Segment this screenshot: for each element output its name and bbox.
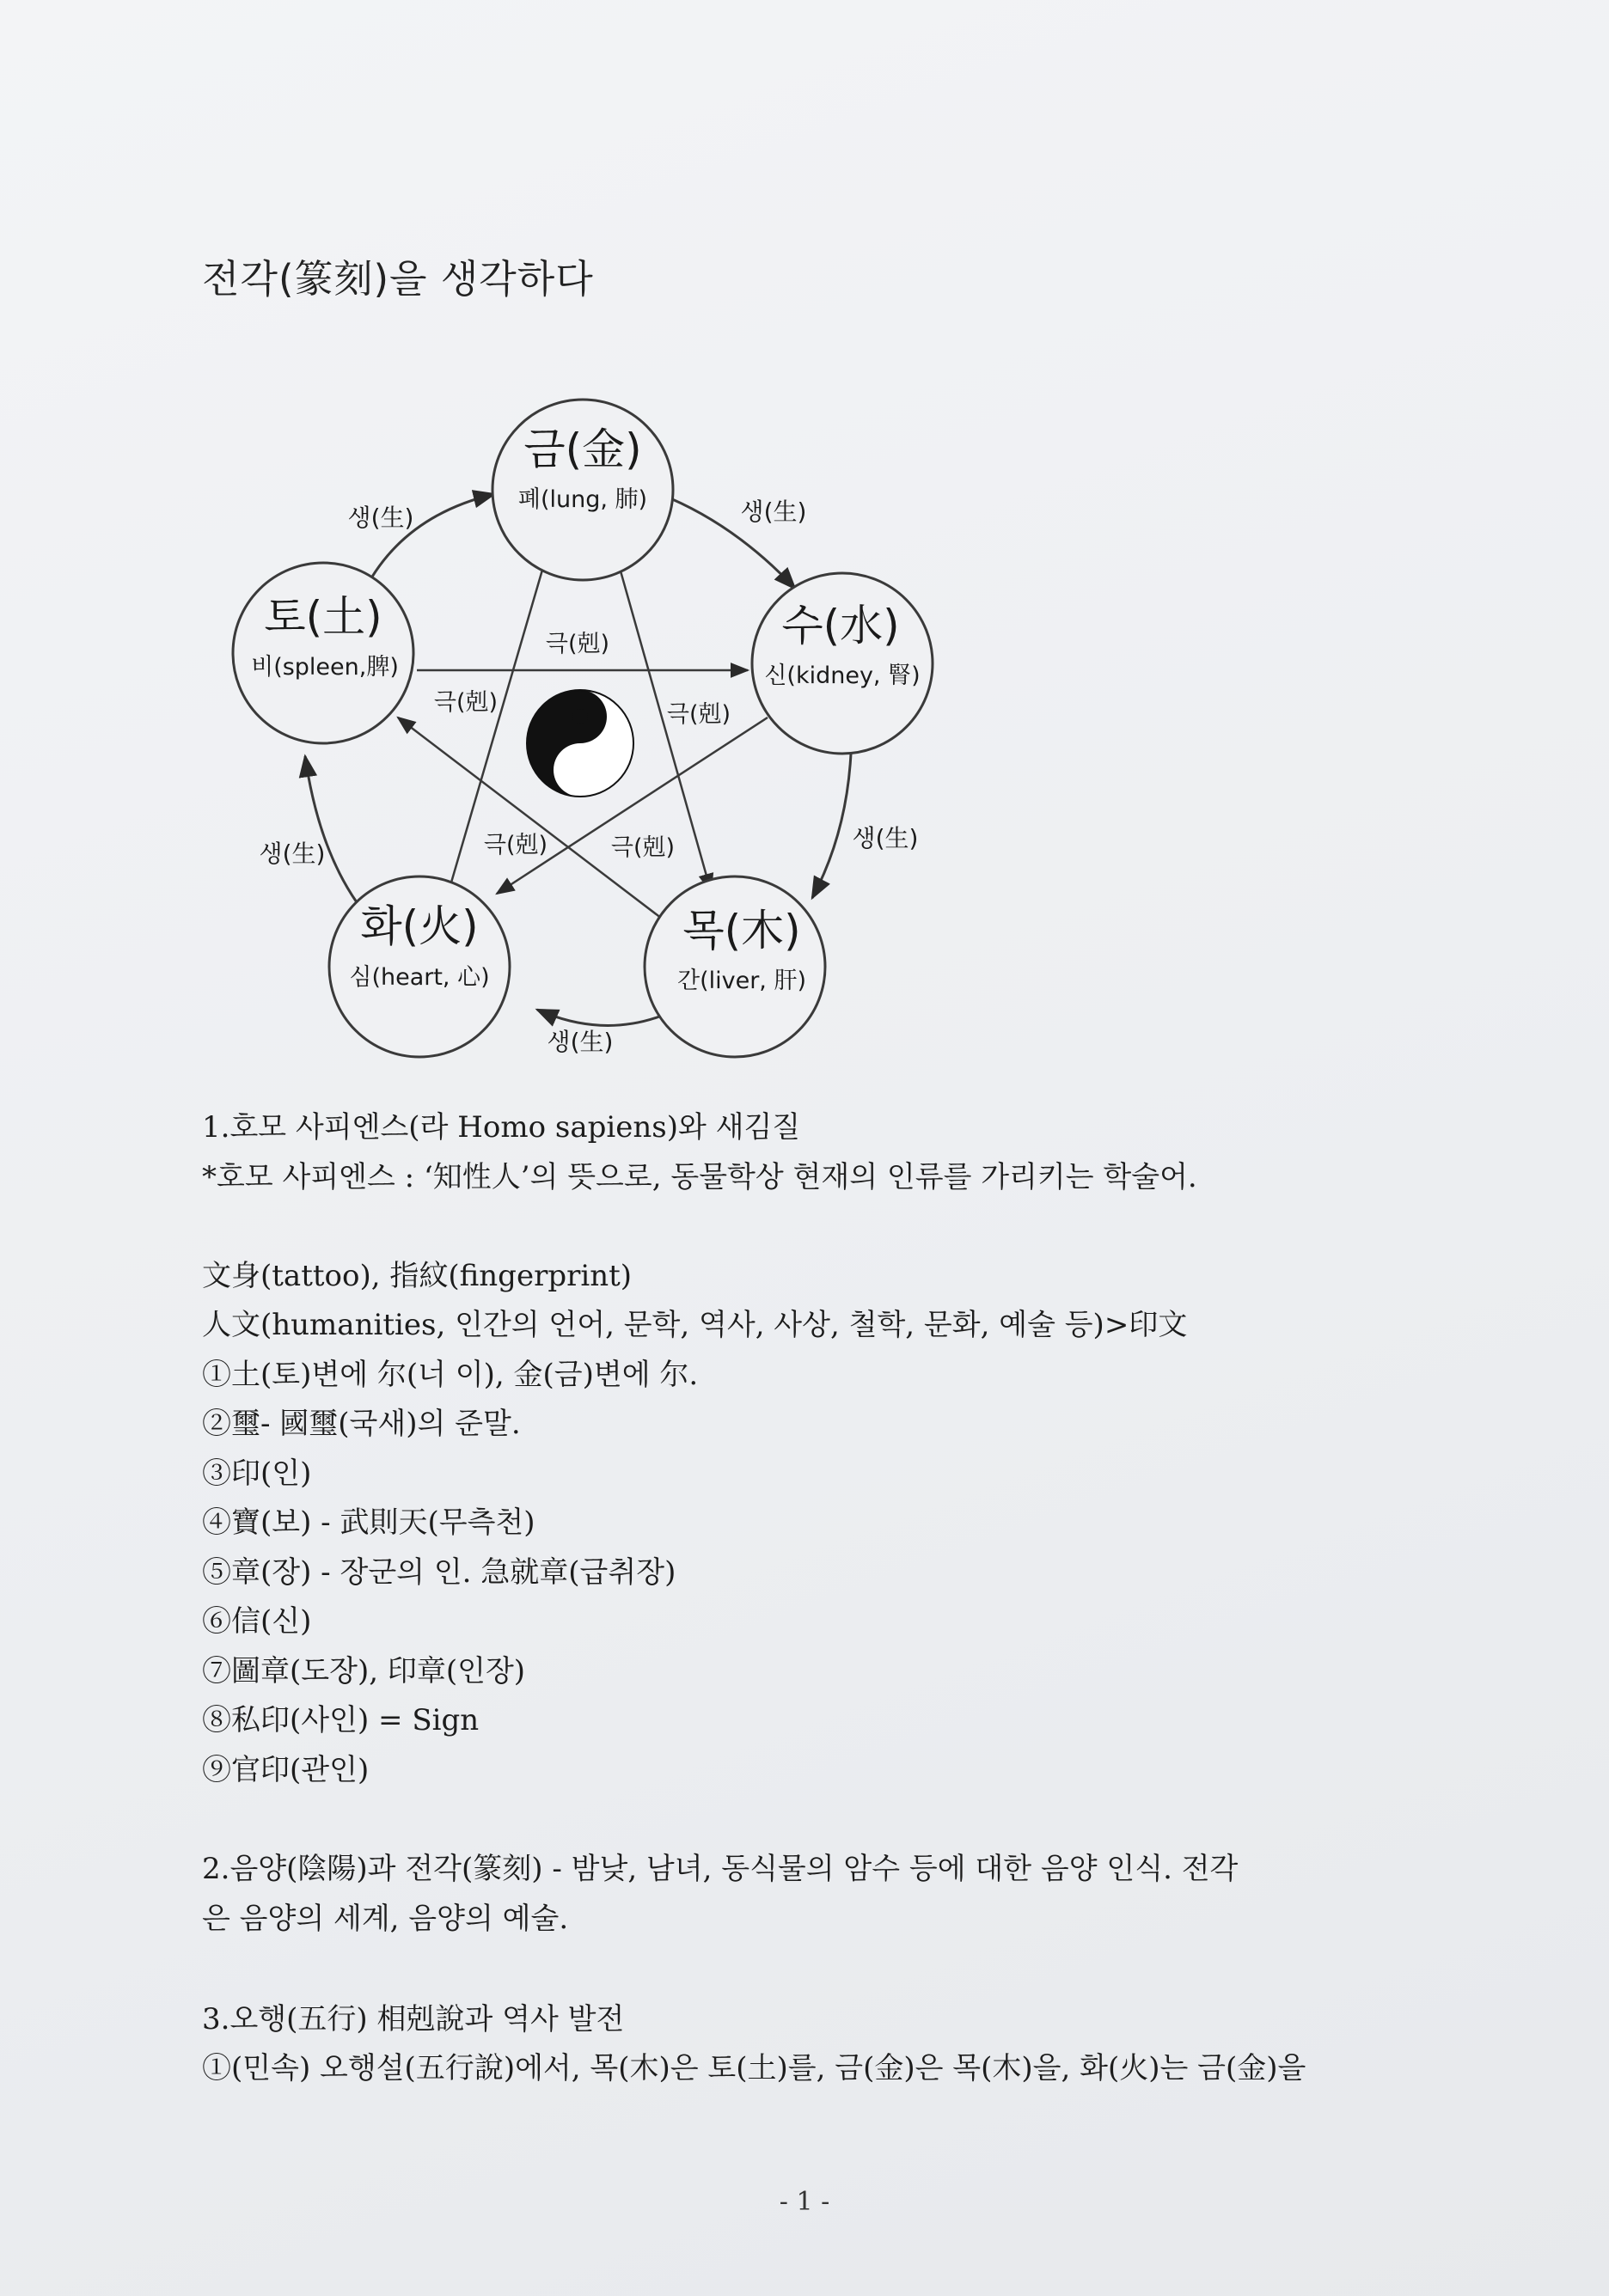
arrow-fire-to-earth xyxy=(305,756,357,902)
section2-line2: 은 음양의 세계, 음양의 예술. xyxy=(202,1902,569,1936)
earth-sub: 비(spleen,脾) xyxy=(251,654,399,681)
fire-main: 화(火) xyxy=(360,901,479,951)
list-item: ③印(인) xyxy=(202,1456,312,1491)
arrow-wood-to-fire xyxy=(537,1010,662,1025)
yin-yang-icon xyxy=(527,690,633,797)
list-item: ④寶(보) - 武則天(무측천) xyxy=(202,1505,535,1540)
overcome-label-bottom-right: 극(剋) xyxy=(610,834,676,861)
section1-line-humanities: 人文(humanities, 인간의 언어, 문학, 역사, 사상, 철학, 문화, 예술 등)>印文 xyxy=(202,1308,1188,1342)
section1-note: *호모 사피엔스 : ‘知性人’의 뜻으로, 동물학상 현재의 인류를 가리키는 학술어. xyxy=(202,1160,1197,1194)
page-title: 전각(篆刻)을 생각하다 xyxy=(202,256,594,302)
section3-heading: 3.오행(五行) 相剋說과 역사 발전 xyxy=(202,2002,625,2036)
list-item: ⑧私印(사인) = Sign xyxy=(202,1703,480,1737)
water-sub: 신(kidney, 腎) xyxy=(764,663,921,689)
arrow-water-to-wood xyxy=(812,754,851,898)
generate-label-wood-fire: 생(生) xyxy=(547,1028,614,1056)
list-item: ⑥信(신) xyxy=(202,1604,312,1639)
overcome-label-bottom-left: 극(剋) xyxy=(483,832,548,858)
five-elements-diagram xyxy=(223,378,945,1066)
section2-line1: 2.음양(陰陽)과 전각(篆刻) - 밤낮, 남녀, 동식물의 암수 등에 대한 음양 인식. 전각 xyxy=(202,1852,1239,1886)
section1-heading: 1.호모 사피엔스(라 Homo sapiens)와 새김질 xyxy=(202,1110,801,1145)
section3-line1: ①(민속) 오행설(五行說)에서, 목(木)은 토(土)를, 금(金)은 목(木)을, 화(火)는 금(金)을 xyxy=(202,2051,1306,2085)
list-item: ⑨官印(관인) xyxy=(202,1753,370,1787)
earth-node xyxy=(233,563,413,743)
generate-label-earth-metal: 생(生) xyxy=(347,504,414,532)
list-item: ⑦圖章(도장), 印章(인장) xyxy=(202,1654,526,1688)
metal-main: 금(金) xyxy=(523,424,642,474)
overcome-label-top: 극(剋) xyxy=(545,631,610,657)
wood-sub: 간(liver, 肝) xyxy=(676,968,807,994)
page-number: - 1 - xyxy=(779,2187,830,2217)
metal-sub: 폐(lung, 肺) xyxy=(517,486,648,513)
list-item: ②璽- 國璽(국새)의 준말. xyxy=(202,1407,521,1441)
fire-sub: 심(heart, 心) xyxy=(349,964,490,991)
wood-node xyxy=(645,876,825,1057)
generate-label-fire-earth: 생(生) xyxy=(259,840,326,868)
wood-main: 목(木) xyxy=(682,906,801,956)
earth-main: 토(土) xyxy=(264,592,382,642)
overcome-label-left: 극(剋) xyxy=(433,689,499,716)
list-item: ⑤章(장) - 장군의 인. 急就章(급취장) xyxy=(202,1555,676,1590)
generate-label-metal-water: 생(生) xyxy=(740,498,807,526)
water-main: 수(水) xyxy=(781,601,900,650)
overcome-label-right: 극(剋) xyxy=(666,701,731,728)
list-item: ①土(토)변에 尔(너 이), 金(금)변에 尔. xyxy=(202,1358,699,1392)
generate-label-water-wood: 생(生) xyxy=(852,824,919,852)
section1-line-tattoo: 文身(tattoo), 指紋(fingerprint) xyxy=(202,1259,633,1293)
